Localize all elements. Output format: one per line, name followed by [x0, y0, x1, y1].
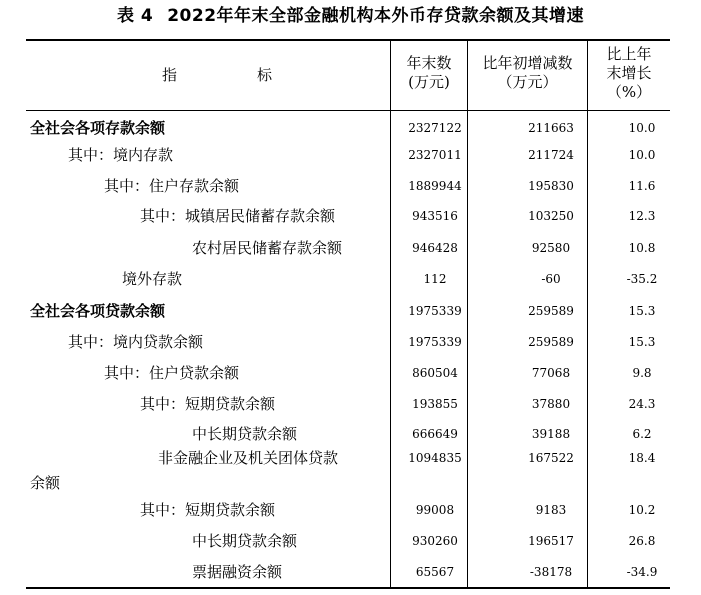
- header-year-end: [391, 54, 467, 92]
- cell-year-end: 930260: [412, 534, 458, 548]
- table-number: 表 4: [116, 6, 154, 26]
- table-row: [26, 500, 670, 520]
- table-title: [0, 4, 701, 28]
- cell-year-end: 946428: [412, 241, 458, 255]
- row-label: 票据融资余额: [192, 563, 283, 581]
- cell-growth: -34.9: [626, 565, 658, 579]
- row-label: 境外存款: [122, 270, 183, 288]
- row-label: 农村居民储蓄存款余额: [192, 239, 343, 257]
- row-label: 全社会各项贷款余额: [30, 302, 166, 320]
- cell-year-end: 193855: [412, 397, 458, 411]
- row-label: 其中：境内存款: [68, 146, 174, 164]
- header-growth-line1: 比上年: [606, 45, 652, 63]
- cell-year-end: 2327011: [408, 148, 462, 162]
- row-label: 中长期贷款余额: [192, 425, 298, 443]
- row-label: 其中：境内贷款余额: [68, 333, 204, 351]
- cell-year-end: 99008: [415, 503, 455, 517]
- row-label: 其中：城镇居民储蓄存款余额: [140, 207, 336, 225]
- cell-growth: 15.3: [628, 335, 656, 349]
- cell-growth: 18.4: [628, 451, 656, 465]
- cell-year-end: 2327122: [408, 121, 462, 135]
- table-row: [26, 562, 670, 582]
- cell-growth: 9.8: [632, 366, 652, 380]
- header-growth: [588, 45, 670, 102]
- table-row: [26, 118, 670, 138]
- header-rule: [26, 110, 670, 111]
- cell-growth: 10.0: [628, 121, 656, 135]
- row-label: 其中：短期贷款余额: [140, 395, 276, 413]
- cell-change: 92580: [531, 241, 571, 255]
- cell-year-end: 666649: [412, 427, 458, 441]
- row-label: 其中：住户贷款余额: [104, 364, 240, 382]
- cell-year-end: 1889944: [408, 179, 462, 193]
- header-growth-unit: （%）: [606, 83, 652, 101]
- cell-year-end: 112: [423, 272, 447, 286]
- cell-change: 39188: [531, 427, 571, 441]
- row-label: 其中：短期贷款余额: [140, 501, 276, 519]
- header-indicator-char2: 标: [257, 66, 273, 84]
- table-row: [26, 394, 670, 414]
- cell-change: 196517: [528, 534, 574, 548]
- table-row: [26, 206, 670, 226]
- cell-year-end: 860504: [412, 366, 458, 380]
- cell-growth: 11.6: [628, 179, 656, 193]
- top-rule: [26, 39, 670, 41]
- table-row: [26, 448, 670, 468]
- cell-change: 195830: [528, 179, 574, 193]
- cell-growth: -35.2: [626, 272, 658, 286]
- table-row: [26, 332, 670, 352]
- row-label: 其中：住户存款余额: [104, 177, 240, 195]
- header-growth-line2: 末增长: [606, 64, 652, 82]
- cell-growth: 10.0: [628, 148, 656, 162]
- cell-change: 211724: [528, 148, 574, 162]
- bottom-rule: [26, 587, 670, 589]
- table-row: [26, 238, 670, 258]
- row-label-continuation: 余额: [30, 474, 61, 492]
- table-row: [26, 176, 670, 196]
- cell-change: 37880: [531, 397, 571, 411]
- table-row: [26, 301, 670, 321]
- header-year-end-unit: (万元): [408, 73, 450, 91]
- row-label: 全社会各项存款余额: [30, 119, 166, 137]
- cell-change: -60: [541, 272, 561, 286]
- cell-year-end: 1975339: [408, 304, 462, 318]
- header-change-unit: （万元）: [497, 73, 558, 91]
- header-year-end-line1: 年末数: [406, 54, 452, 72]
- cell-growth: 6.2: [632, 427, 652, 441]
- cell-year-end: 1975339: [408, 335, 462, 349]
- header-change: [468, 54, 587, 92]
- row-label: 非金融企业及机关团体贷款: [158, 449, 339, 467]
- cell-growth: 10.2: [628, 503, 656, 517]
- header-change-line1: 比年初增减数: [482, 54, 573, 72]
- row-label: 中长期贷款余额: [192, 532, 298, 550]
- cell-change: 103250: [528, 209, 574, 223]
- title-year: 2022: [167, 6, 217, 26]
- table-row: [26, 424, 670, 444]
- cell-growth: 12.3: [628, 209, 656, 223]
- cell-year-end: 65567: [415, 565, 455, 579]
- cell-growth: 10.8: [628, 241, 656, 255]
- cell-growth: 15.3: [628, 304, 656, 318]
- cell-growth: 24.3: [628, 397, 656, 411]
- cell-change: 211663: [528, 121, 574, 135]
- table-row: [26, 531, 670, 551]
- cell-change: 167522: [528, 451, 574, 465]
- title-text: 年年末全部金融机构本外币存贷款余额及其增速: [216, 6, 585, 26]
- cell-change: 9183: [535, 503, 567, 517]
- header-indicator-char1: 指: [162, 66, 178, 84]
- table-row: [26, 363, 670, 383]
- table-row: [26, 145, 670, 165]
- cell-change: 77068: [531, 366, 571, 380]
- cell-change: -38178: [529, 565, 573, 579]
- cell-growth: 26.8: [628, 534, 656, 548]
- cell-year-end: 1094835: [408, 451, 462, 465]
- cell-change: 259589: [528, 335, 574, 349]
- cell-year-end: 943516: [412, 209, 458, 223]
- cell-change: 259589: [528, 304, 574, 318]
- table-row: [26, 269, 670, 289]
